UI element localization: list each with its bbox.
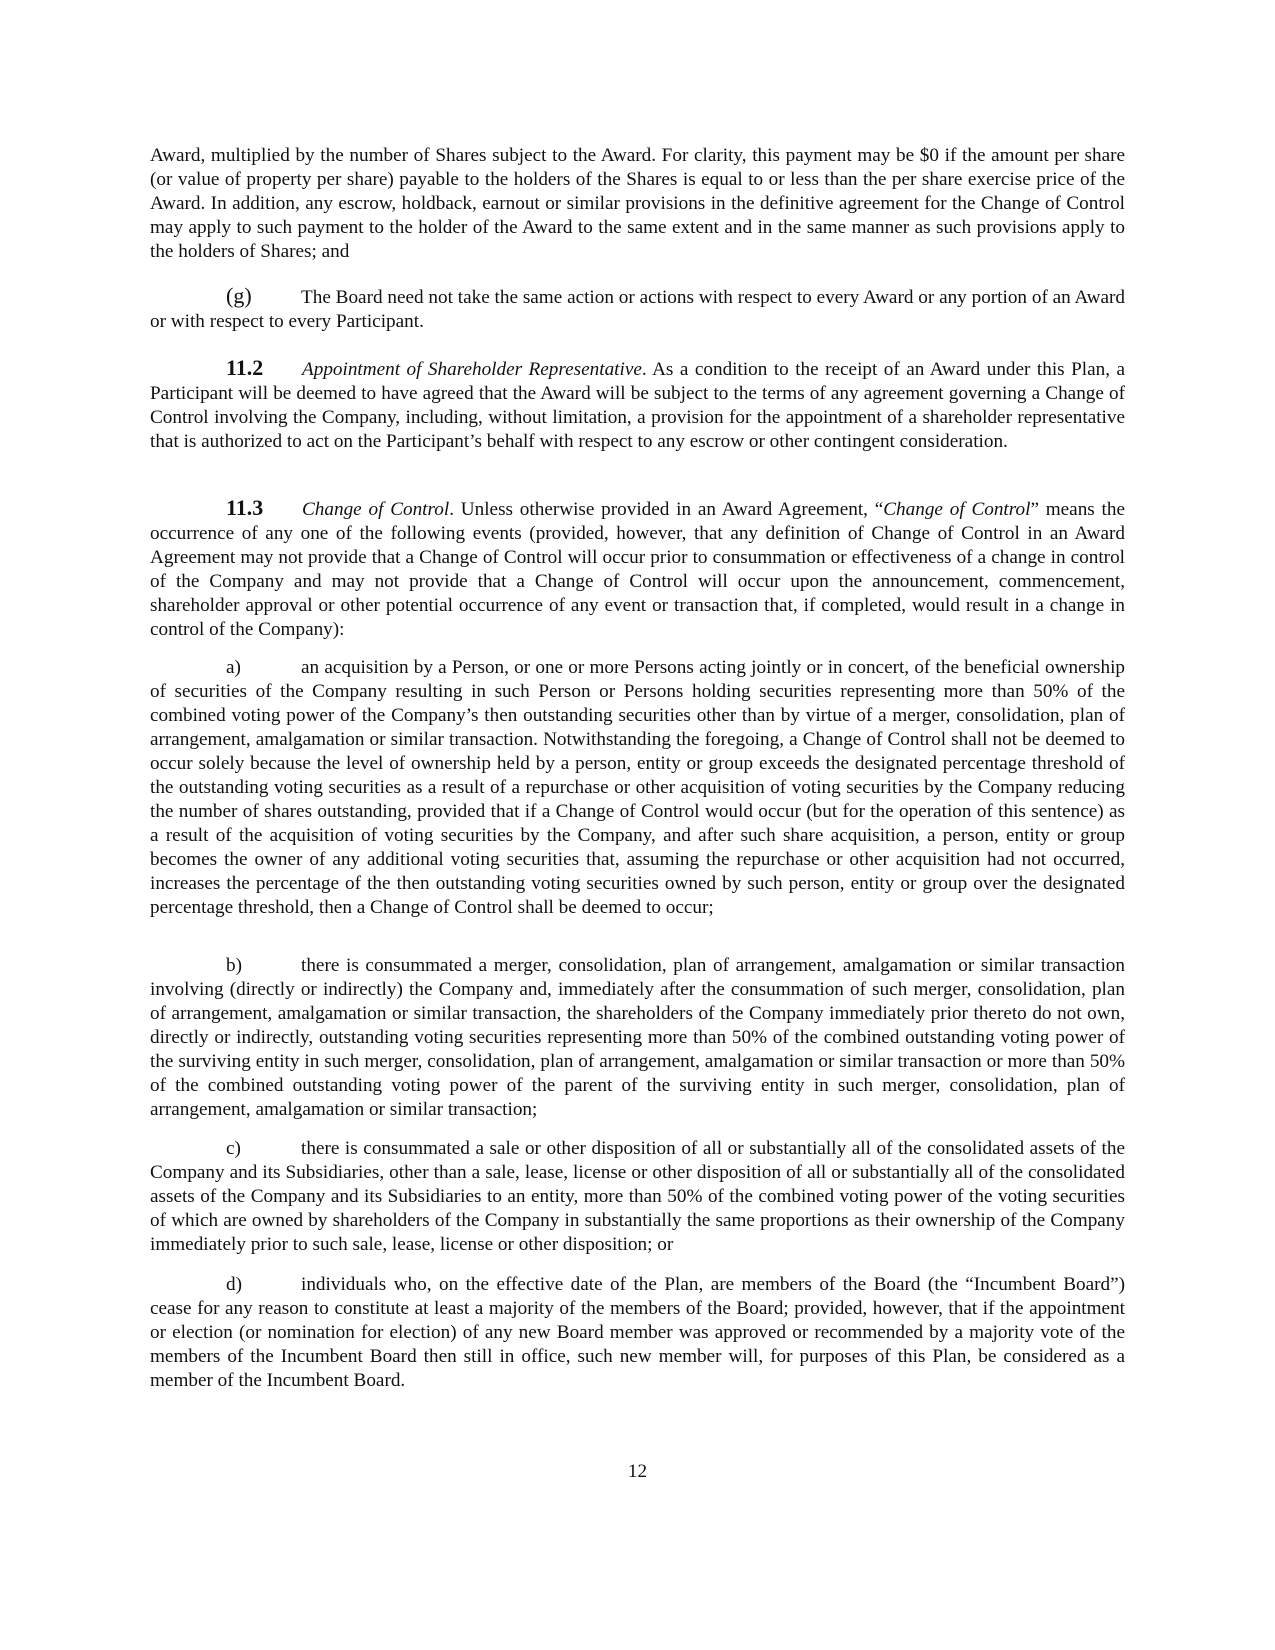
section-heading-11-2: Appointment of Shareholder Representative [302,359,642,380]
section-number-11-2: 11.2 [226,355,264,380]
list-item-a-text: an acquisition by a Person, or one or more Persons acting jointly or in concert, of the beneficial ownership of securities of the Company resulting in such Person or Persons holding securities representing more than 50% of the combined voting power of the Company’s then outstanding securities other than by virtue of a merger, consolidation, plan of arrangement, amalgamation or similar transaction. Notwithstanding the foregoing, a Change of Control shall not be deemed to occur solely because the level of ownership held by a person, entity or group exceeds the designated percentage threshold of the outstanding voting securities as a result of a repurchase or other acquisition of voting securities by the Company reducing the number of shares outstanding, provided that if a Change of Control would occur (but for the operation of this sentence) as a result of the acquisition of voting securities by the Company, and after such share acquisition, a person, entity or group becomes the owner of any additional voting securities that, assuming the repurchase or other acquisition had not occurred, increases the percentage of the then outstanding voting securities owned by such person, entity or group over the designated percentage threshold, then a Change of Control shall be deemed to occur; [150,657,1125,918]
list-item-c-text: there is consummated a sale or other disposition of all or substantially all of the consolidated assets of the Company and its Subsidiaries, other than a sale, lease, license or other disposition of all or substantially all of the consolidated assets of the Company and its Subsidiaries to an entity, more than 50% of the combined voting power of the voting securities of which are owned by shareholders of the Company in substantially the same proportions as their ownership of the Company immediately prior to such sale, lease, license or other disposition; or [150,1138,1125,1255]
section-text-11-3-body: ” means the occurrence of any one of the following events (provided, however, that any definition of Change of Control in an Award Agreement may not provide that a Change of Control will occur prior to consummation or effectiveness of a change in control of the Company and may not provide that a Change of Control will occur upon the announcement, commencement, shareholder approval or other potential occurrence of any event or transaction that, if completed, would result in a change in control of the Company): [150,499,1125,640]
section-11-3 [150,496,1125,642]
paragraph-g-text: The Board need not take the same action or actions with respect to every Award or any portion of an Award or with respect to every Participant. [150,287,1125,332]
list-item-c [150,1137,1125,1257]
enum-label-a: a) [226,657,241,678]
list-item-d [150,1273,1125,1393]
enum-label-b: b) [226,955,242,976]
paragraph-continuation-text: Award, multiplied by the number of Shares subject to the Award. For clarity, this payment may be $0 if the amount per share (or value of property per share) payable to the holders of the Shares is equal to or less than the per share exercise price of the Award. In addition, any escrow, holdback, earnout or similar provisions in the definitive agreement for the Change of Control may apply to such payment to the holder of the Award to the same extent and in the same manner as such provisions apply to the holders of Shares; and [150,145,1125,262]
section-number-11-3: 11.3 [226,495,264,520]
section-text-11-3-lead: . Unless otherwise provided in an Award Agreement, “ [449,499,884,520]
list-item-b-text: there is consummated a merger, consolidation, plan of arrangement, amalgamation or similar transaction involving (directly or indirectly) the Company and, immediately after the consummation of such merger, consolidation, plan of arrangement, amalgamation or similar transaction, the shareholders of the Company immediately prior thereto do not own, directly or indirectly, outstanding voting securities representing more than 50% of the combined outstanding voting power of the surviving entity in such merger, consolidation, plan of arrangement, amalgamation or similar transaction or more than 50% of the combined outstanding voting power of the parent of the surviving entity in such merger, consolidation, plan of arrangement, amalgamation or similar transaction; [150,955,1125,1120]
section-heading-11-3: Change of Control [302,499,450,520]
defined-term-change-of-control: Change of Control [883,499,1031,520]
enum-label-g: (g) [226,283,252,308]
list-item-a [150,656,1125,920]
page-number: 12 [627,1461,648,1482]
section-text-11-2: . As a condition to the receipt of an Award under this Plan, a Participant will be deemed to have agreed that the Award will be subject to the terms of any agreement governing a Change of Control involving the Company, including, without limitation, a provision for the appointment of a shareholder representative that is authorized to act on the Participant’s behalf with respect to any escrow or other contingent consideration. [150,359,1125,452]
section-11-2 [150,356,1125,454]
enum-label-d: d) [226,1274,242,1295]
enum-label-c: c) [226,1138,241,1159]
paragraph-g [150,284,1125,334]
list-item-b [150,954,1125,1122]
paragraph-continuation [150,144,1125,264]
list-item-d-text: individuals who, on the effective date of the Plan, are members of the Board (the “Incumbent Board”) cease for any reason to constitute at least a majority of the members of the Board; provided, however, that if the appointment or election (or nomination for election) of any new Board member was approved or recommended by a majority vote of the members of the Incumbent Board then still in office, such new member will, for purposes of this Plan, be considered as a member of the Incumbent Board. [150,1274,1125,1391]
